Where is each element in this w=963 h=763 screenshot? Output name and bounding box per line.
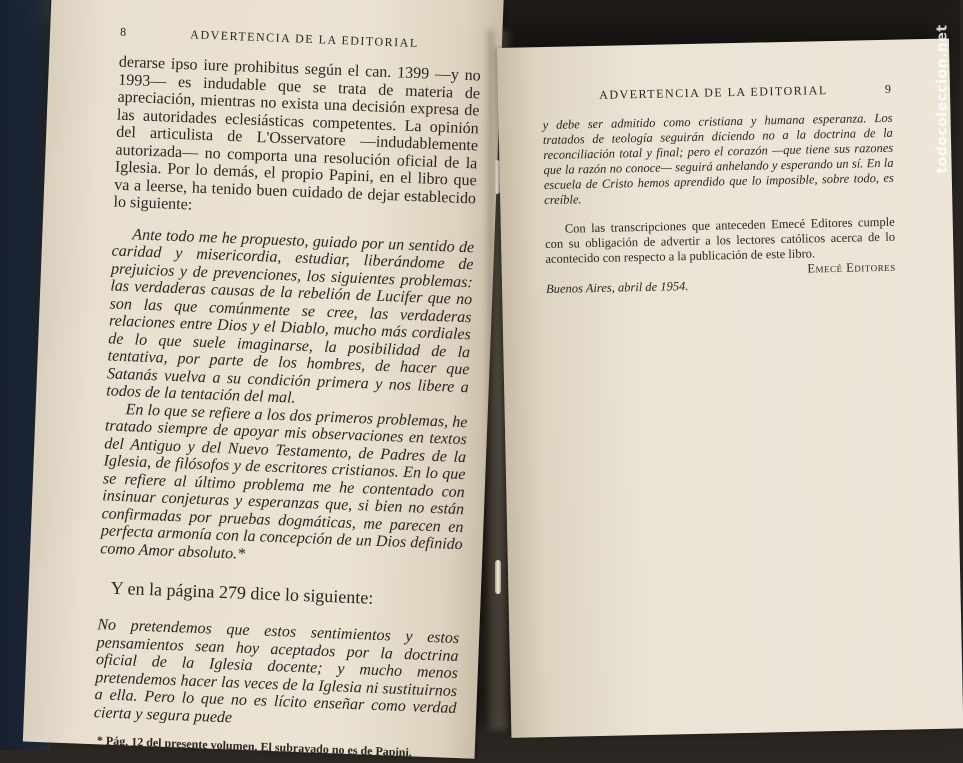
left-page-content: [93, 25, 483, 762]
left-footnote: * Pág. 12 del presente volumen. El subrayado no es de Papini.: [96, 733, 413, 760]
left-paragraph-1: derarse ipso iure prohibitus según el can. 1399 —y no 1993— es indudable que se trata de materia de apreciación, mientras no exista una decisión expresa de las autoridades eclesiásticas competentes. La opinión del articulista de L'Osservatore —indudablemente autorizada— no comporta una resolución oficial de la Iglesia. Por lo demás, el propio Papini, en el libro que va a leerse, ha tenido buen cuidado de dejar establecido lo siguiente:: [113, 53, 482, 214]
watermark-logo: [930, 14, 956, 184]
right-running-title: ADVERTENCIA DE LA EDITORIAL: [599, 83, 828, 102]
left-page: [23, 0, 504, 759]
staple-bottom: [495, 560, 501, 594]
right-running-head: [542, 82, 892, 104]
left-running-title: ADVERTENCIA DE LA EDITORIAL: [190, 27, 419, 51]
left-running-head: [120, 25, 482, 54]
left-paragraph-3: En lo que se refiere a los dos primeros problemas, he tratado siempre de apoyar mis observaciones en textos del Antiguo y del Nuevo Testamento, de Padres de la Iglesia, de filósofos y de escritores cristianos. En lo que se refiere al último problema me he contentado con insinuar conjeturas y esperanzas que, si bien no están confirmadas por pruebas dogmáticas, me parecen en perfecta armonía con la concepción de un Dios definido como Amor absoluto.*: [99, 400, 468, 563]
left-body-text: [100, 54, 481, 572]
left-page-number: 8: [119, 24, 128, 39]
right-quote-continuation: y debe ser admitido como cristiana y humana esperanza. Los tratados de teología seguirán diciendo no a la doctrina de la reconciliación total y final; pero el corazón —que tiene sus razones que la razón no conoce— seguirá anhelando y esperando un sí. En la escuela de Cristo hemos aprendido que lo imposible, sobre todo, es creíble.: [542, 110, 894, 208]
left-subheading: Y en la página 279 dice lo siguiente:: [110, 577, 374, 608]
watermark-text: todocoleccion.net: [935, 24, 951, 174]
left-quote: No pretendemos que estos sentimientos y estos pensamientos sean hoy aceptados por la doctrina oficial de la Iglesia docente; y mucho menos pretendemos hacer las veces de la Iglesia ni sustituirnos a ella. Pero lo que no es lícito enseñar como verdad cierta y segura puede: [93, 616, 460, 726]
place-and-date: Buenos Aires, abril de 1954.: [545, 279, 689, 297]
right-body-text: [542, 111, 896, 297]
publisher-signature: Emecé Editores: [807, 259, 896, 276]
right-closing-paragraph: Con las transcripciones que anteceden Emecé Editores cumple con su obligación de advertir a los lectores católicos acerca de lo acontecido con respecto a la publicación de este libro.: [544, 214, 896, 267]
right-page-number: 9: [884, 81, 893, 96]
right-page-content: [542, 82, 896, 297]
right-page: [497, 39, 963, 738]
left-paragraph-2: Ante todo me he propuesto, guiado por un sentido de caridad y misericordia, estudiar, liberándome de prejuicios y de prevenciones, los siguientes problemas: las verdaderas causas de la rebelión de Lucifer que no son las que comúnmente se cree, las verdaderas relaciones entre Dios y el Diablo, mucho más cordiales de lo que suele imaginarse, la posibilidad de la tentativa, por parte de los hombres, de hacer que Satanás vuelva a su condición primera y nos libere a todos de la tentación del mal.: [106, 225, 475, 407]
